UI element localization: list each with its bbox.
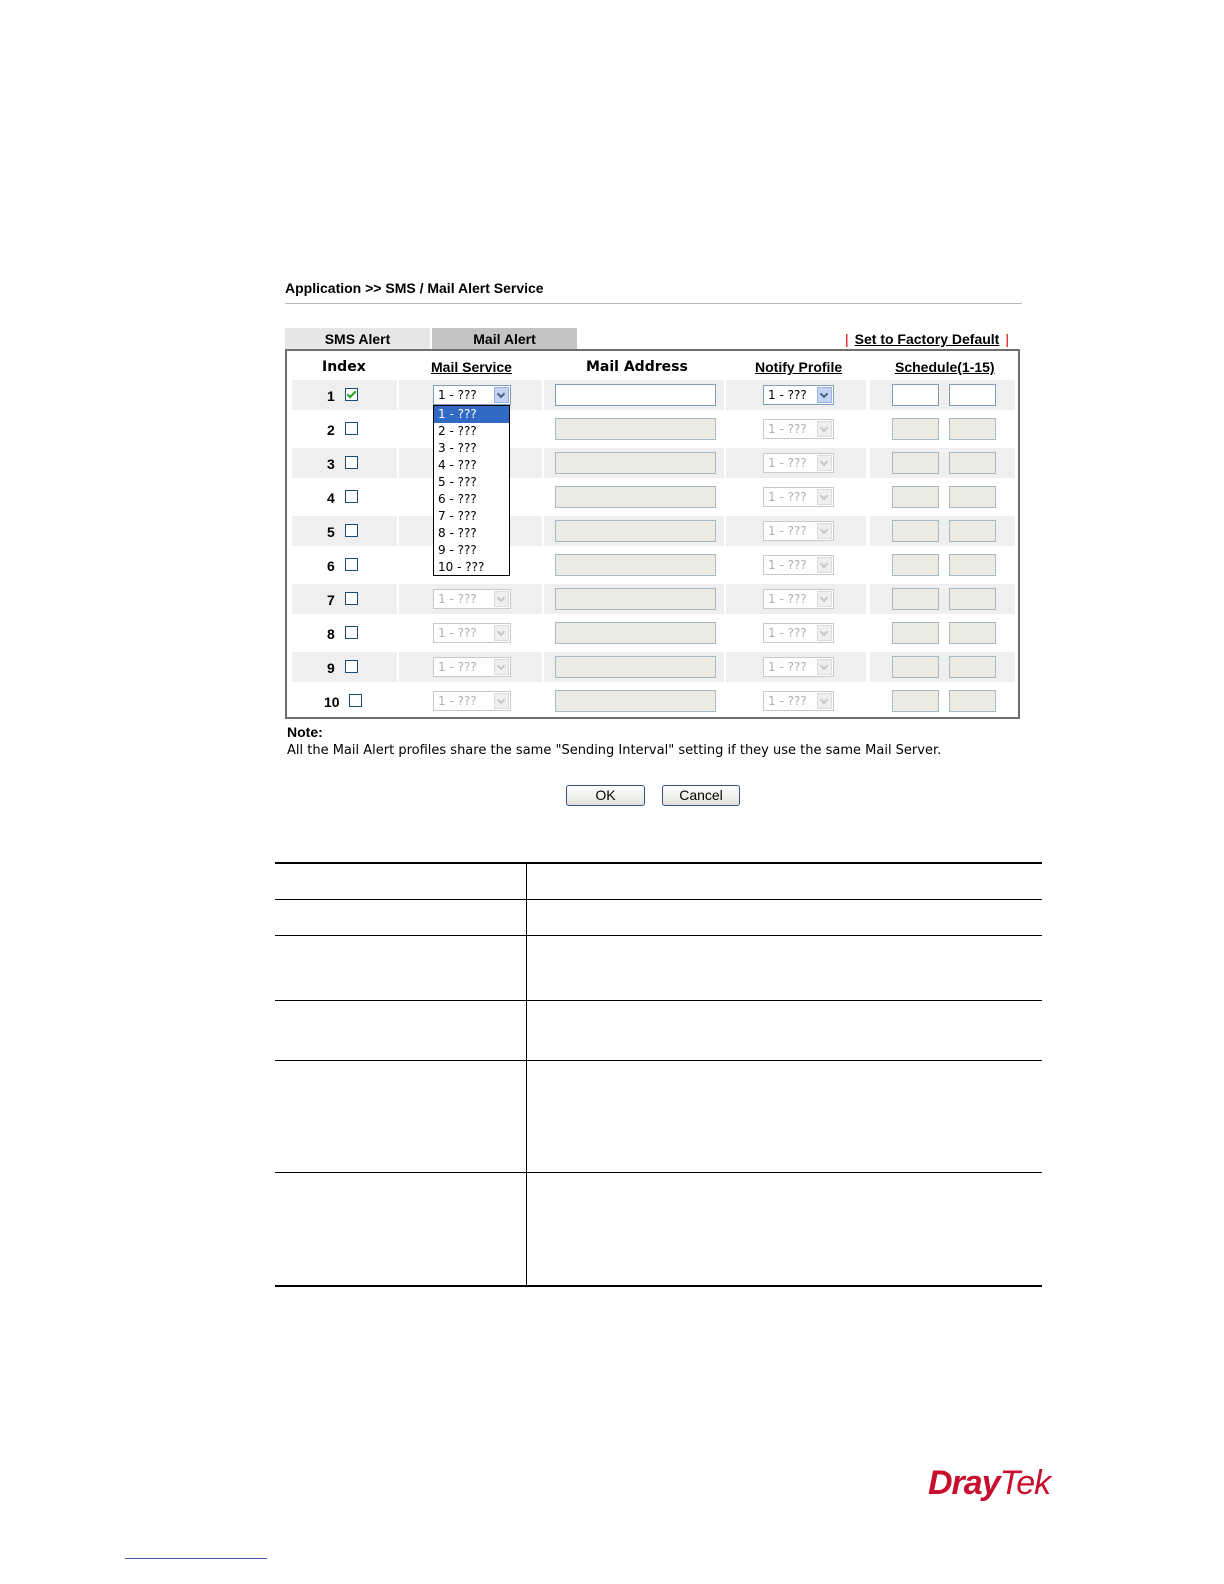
table-row <box>292 652 1015 682</box>
separator: | <box>845 331 849 347</box>
mail-service-value: 1 - ??? <box>438 694 477 708</box>
notify-profile-value: 1 - ??? <box>768 694 807 708</box>
table-rule <box>275 862 1042 864</box>
row-index: 9 <box>327 660 335 676</box>
notify-profile-value: 1 - ??? <box>768 592 807 606</box>
enable-checkbox[interactable] <box>349 694 362 707</box>
enable-checkbox[interactable] <box>345 660 358 673</box>
table-column-divider <box>526 864 527 1285</box>
notify-profile-select[interactable] <box>763 419 834 439</box>
dropdown-option[interactable]: 5 - ??? <box>438 475 477 489</box>
table-row <box>292 414 1015 444</box>
enable-checkbox[interactable] <box>345 456 358 469</box>
cancel-button[interactable]: Cancel <box>662 785 740 806</box>
notify-profile-value: 1 - ??? <box>768 524 807 538</box>
mail-address-input[interactable] <box>555 520 716 542</box>
table-row <box>292 686 1015 716</box>
notify-profile-value: 1 - ??? <box>768 626 807 640</box>
mail-address-input[interactable] <box>555 656 716 678</box>
chevron-down-icon <box>817 489 832 505</box>
ok-button[interactable]: OK <box>566 785 645 806</box>
draytek-logo <box>928 1464 1050 1503</box>
schedule-input-1[interactable] <box>892 554 939 576</box>
row-index: 5 <box>327 524 335 540</box>
mail-service-value: 1 - ??? <box>438 592 477 606</box>
header-schedule[interactable]: Schedule(1-15) <box>895 359 995 375</box>
notify-profile-select[interactable] <box>763 487 834 507</box>
tab-sms-alert[interactable]: SMS Alert <box>285 328 430 349</box>
dropdown-option[interactable]: 4 - ??? <box>438 458 477 472</box>
chevron-down-icon <box>817 625 832 641</box>
separator: | <box>1005 331 1009 347</box>
table-row <box>292 448 1015 478</box>
enable-checkbox[interactable] <box>345 388 358 401</box>
schedule-input-1[interactable] <box>892 656 939 678</box>
table-rule <box>275 1172 1042 1173</box>
notify-profile-value: 1 - ??? <box>768 422 807 436</box>
enable-checkbox[interactable] <box>345 524 358 537</box>
notify-profile-value: 1 - ??? <box>768 456 807 470</box>
row-index: 1 <box>327 388 335 404</box>
notify-profile-select[interactable] <box>763 453 834 473</box>
notify-profile-select[interactable] <box>763 657 834 677</box>
note-text: All the Mail Alert profiles share the same "Sending Interval" setting if they use the same Mail Server. <box>287 743 942 758</box>
notify-profile-value: 1 - ??? <box>768 558 807 572</box>
mail-address-input[interactable] <box>555 384 716 406</box>
schedule-input-2[interactable] <box>949 452 996 474</box>
chevron-down-icon <box>817 523 832 539</box>
chevron-down-icon <box>494 659 509 675</box>
notify-profile-value: 1 - ??? <box>768 388 807 402</box>
mail-service-select[interactable] <box>433 657 511 677</box>
dropdown-option[interactable]: 8 - ??? <box>438 526 477 540</box>
notify-profile-select[interactable] <box>763 521 834 541</box>
mail-service-value: 1 - ??? <box>438 388 477 402</box>
dropdown-option[interactable]: 10 - ??? <box>438 560 485 574</box>
table-rule <box>275 935 1042 936</box>
mail-address-input[interactable] <box>555 418 716 440</box>
logo-dray: Dray <box>928 1464 1000 1502</box>
dropdown-option[interactable]: 9 - ??? <box>438 543 477 557</box>
chevron-down-icon <box>817 659 832 675</box>
notify-profile-value: 1 - ??? <box>768 660 807 674</box>
schedule-input-2[interactable] <box>949 486 996 508</box>
schedule-input-2[interactable] <box>949 656 996 678</box>
chevron-down-icon <box>494 591 509 607</box>
dropdown-option[interactable]: 3 - ??? <box>438 441 477 455</box>
schedule-input-1[interactable] <box>892 622 939 644</box>
tab-mail-alert[interactable]: Mail Alert <box>432 328 577 349</box>
table-row <box>292 516 1015 546</box>
mail-address-input[interactable] <box>555 622 716 644</box>
mail-service-select[interactable] <box>433 623 511 643</box>
mail-service-select[interactable] <box>433 589 511 609</box>
schedule-input-2[interactable] <box>949 520 996 542</box>
row-index: 3 <box>327 456 335 472</box>
chevron-down-icon <box>817 557 832 573</box>
enable-checkbox[interactable] <box>345 490 358 503</box>
dropdown-option[interactable]: 2 - ??? <box>438 424 477 438</box>
schedule-input-1[interactable] <box>892 520 939 542</box>
mail-address-input[interactable] <box>555 588 716 610</box>
dropdown-option[interactable]: 6 - ??? <box>438 492 477 506</box>
chevron-down-icon <box>817 455 832 471</box>
mail-service-dropdown-list[interactable] <box>433 405 510 576</box>
notify-profile-value: 1 - ??? <box>768 490 807 504</box>
schedule-input-2[interactable] <box>949 554 996 576</box>
mail-address-input[interactable] <box>555 690 716 712</box>
row-index: 4 <box>327 490 335 506</box>
chevron-down-icon <box>817 693 832 709</box>
notify-profile-select[interactable] <box>763 623 834 643</box>
enable-checkbox[interactable] <box>345 626 358 639</box>
row-index: 7 <box>327 592 335 608</box>
schedule-input-1[interactable] <box>892 418 939 440</box>
mail-service-select[interactable] <box>433 385 511 405</box>
page-title: Application >> SMS / Mail Alert Service <box>285 280 544 296</box>
mail-service-value: 1 - ??? <box>438 626 477 640</box>
enable-checkbox[interactable] <box>345 592 358 605</box>
schedule-input-1[interactable] <box>892 588 939 610</box>
factory-default-area <box>845 331 1022 347</box>
chevron-down-icon <box>494 387 509 403</box>
header-index: Index <box>322 359 366 375</box>
table-rule <box>275 1285 1042 1287</box>
table-row <box>292 618 1015 648</box>
schedule-input-2[interactable] <box>949 690 996 712</box>
schedule-input-2[interactable] <box>949 384 996 406</box>
set-factory-default-link[interactable]: Set to Factory Default <box>854 331 1000 347</box>
row-index: 2 <box>327 422 335 438</box>
header-mail-service[interactable]: Mail Service <box>431 359 512 375</box>
note-label: Note: <box>287 724 323 740</box>
table-rule <box>275 1060 1042 1061</box>
logo-tek: Tek <box>999 1464 1051 1502</box>
table-row <box>292 482 1015 512</box>
schedule-input-2[interactable] <box>949 418 996 440</box>
mail-service-select[interactable] <box>433 691 511 711</box>
schedule-input-2[interactable] <box>949 588 996 610</box>
schedule-input-1[interactable] <box>892 486 939 508</box>
chevron-down-icon <box>494 625 509 641</box>
chevron-down-icon <box>817 591 832 607</box>
row-index: 8 <box>327 626 335 642</box>
notify-profile-select[interactable] <box>763 385 834 405</box>
enable-checkbox[interactable] <box>345 422 358 435</box>
table-row <box>292 550 1015 580</box>
table-rule <box>275 1000 1042 1001</box>
row-index: 6 <box>327 558 335 574</box>
title-divider <box>285 303 1022 304</box>
mail-address-input[interactable] <box>555 452 716 474</box>
notify-profile-select[interactable] <box>763 555 834 575</box>
schedule-input-1[interactable] <box>892 452 939 474</box>
table-rule <box>275 899 1042 900</box>
enable-checkbox[interactable] <box>345 558 358 571</box>
dropdown-option[interactable]: 7 - ??? <box>438 509 477 523</box>
schedule-input-2[interactable] <box>949 622 996 644</box>
dropdown-option[interactable]: 1 - ??? <box>434 406 509 423</box>
schedule-input-1[interactable] <box>892 384 939 406</box>
chevron-down-icon <box>494 693 509 709</box>
table-row <box>292 380 1015 410</box>
mail-service-value: 1 - ??? <box>438 660 477 674</box>
cell-index <box>292 686 397 716</box>
notify-profile-select[interactable] <box>763 691 834 711</box>
row-index: 10 <box>324 694 340 710</box>
chevron-down-icon <box>817 421 832 437</box>
notify-profile-select[interactable] <box>763 589 834 609</box>
chevron-down-icon <box>817 387 832 403</box>
mail-address-input[interactable] <box>555 486 716 508</box>
header-notify-profile[interactable]: Notify Profile <box>755 359 843 375</box>
header-mail-address: Mail Address <box>586 359 688 375</box>
footer-line <box>125 1558 267 1559</box>
schedule-input-1[interactable] <box>892 690 939 712</box>
table-row <box>292 584 1015 614</box>
mail-address-input[interactable] <box>555 554 716 576</box>
